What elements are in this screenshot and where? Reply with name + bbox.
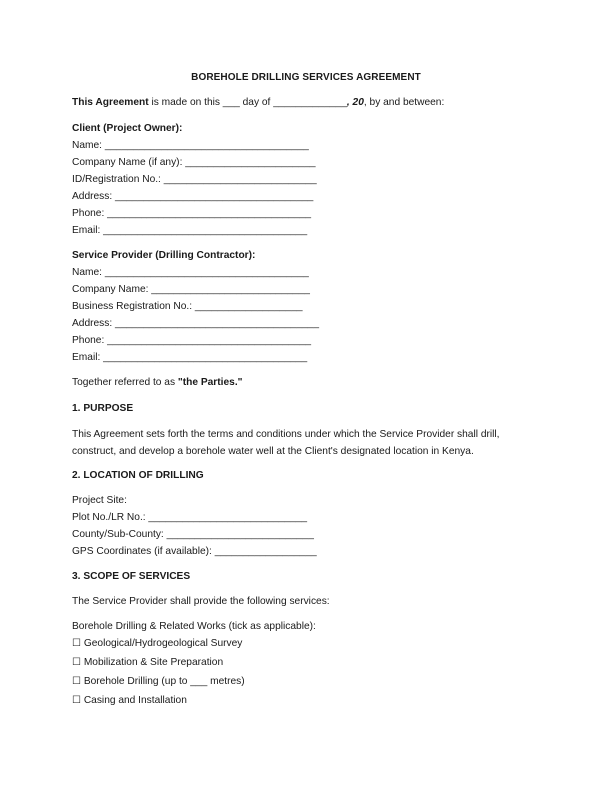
intro-between: , by and between: <box>363 97 445 108</box>
provider-registration-field: Business Registration No.: ___________________ <box>72 301 303 312</box>
section-3-intro: The Service Provider shall provide the following services: <box>72 596 330 607</box>
checkbox-icon[interactable]: ☐ <box>72 676 81 687</box>
checkbox-icon[interactable]: ☐ <box>72 638 81 649</box>
section-1-body: This Agreement sets forth the terms and conditions under which the Service Provider shall drill, construct, and develop a borehole water well at the Client's designated location in Kenya. <box>72 429 500 457</box>
gps-coordinates-field: GPS Coordinates (if available): __________________ <box>72 546 317 557</box>
checklist-item <box>72 676 245 687</box>
parties-statement <box>72 377 243 388</box>
client-phone-field: Phone: ____________________________________ <box>72 208 312 219</box>
checkbox-icon[interactable]: ☐ <box>72 657 81 668</box>
checkbox-icon[interactable]: ☐ <box>72 695 81 706</box>
agreement-intro <box>72 97 444 108</box>
client-email-field: Email: ____________________________________ <box>72 225 308 236</box>
client-address-field: Address: ___________________________________ <box>72 191 314 202</box>
checklist-item <box>72 638 242 649</box>
parties-text: Together referred to as <box>72 377 178 388</box>
project-site-label: Project Site: <box>72 495 127 506</box>
section-3-heading: 3. SCOPE OF SERVICES <box>72 571 191 582</box>
checklist-item-label: Borehole Drilling (up to ___ metres) <box>83 676 245 687</box>
provider-email-field: Email: ____________________________________ <box>72 352 308 363</box>
provider-company-field: Company Name: ____________________________ <box>72 284 310 295</box>
intro-date-blanks: is made on this ___ day of _____________ <box>148 97 347 108</box>
section-3-subheading: Borehole Drilling & Related Works (tick as applicable): <box>72 621 316 632</box>
provider-name-field: Name: ____________________________________ <box>72 267 309 278</box>
client-name-field: Name: ____________________________________ <box>72 140 309 151</box>
client-heading: Client (Project Owner): <box>72 123 183 134</box>
parties-bold: "the Parties." <box>177 377 243 388</box>
checklist-item-label: Mobilization & Site Preparation <box>83 657 224 668</box>
plot-number-field: Plot No./LR No.: ____________________________ <box>72 512 308 523</box>
provider-phone-field: Phone: ____________________________________ <box>72 335 312 346</box>
client-id-field: ID/Registration No.: ___________________________ <box>72 174 317 185</box>
county-field: County/Sub-County: __________________________ <box>72 529 314 540</box>
section-1-heading: 1. PURPOSE <box>72 403 134 414</box>
document-title: BOREHOLE DRILLING SERVICES AGREEMENT <box>191 72 421 83</box>
intro-year: , 20 <box>346 97 364 108</box>
section-2-heading: 2. LOCATION OF DRILLING <box>72 470 204 481</box>
provider-heading: Service Provider (Drilling Contractor): <box>72 250 256 261</box>
checklist-item <box>72 657 223 668</box>
intro-bold-lead: This Agreement <box>72 97 149 108</box>
checklist-item <box>72 695 187 706</box>
provider-address-field: Address: ____________________________________ <box>72 318 320 329</box>
client-company-field: Company Name (if any): _______________________ <box>72 157 316 168</box>
checklist-item-label: Casing and Installation <box>83 695 187 706</box>
checklist-item-label: Geological/Hydrogeological Survey <box>83 638 243 649</box>
